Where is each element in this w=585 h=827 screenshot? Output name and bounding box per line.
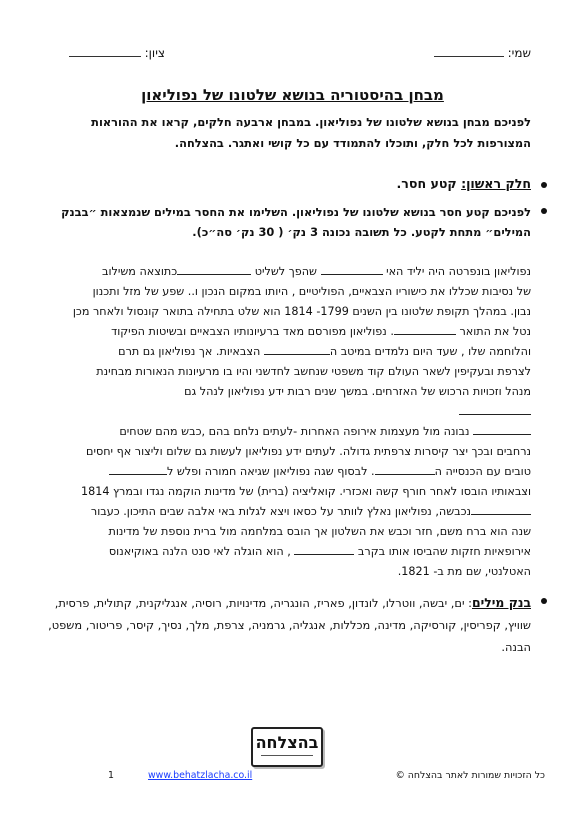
passage-line: נבונה מול מעצמות אירופה האחרות -לעתים נלחם בהם ,כבש מהם שטחים [49,422,531,442]
logo-text: בהצלחה [255,733,319,752]
page-number: 1 [108,770,114,781]
passage-line: טובים עם הכנסייה ה. לבסוף שגה נפוליאון שגיאה חמורה ופלש ל [49,462,531,482]
word-bank: בנק מילים: ים, יבשה, ווטרלו, לונדון, פאריז, הונגריה, מדינויות, רוסיה, אנגליקנית, קתולית, פרסית, שוויץ, קפריסין, קורסיקה, מדינה, מכללות, אנגליה, גרמניה, צרפת, מלך, נסיך, קיסר, פריטור, משפט, הבנה. [37,592,547,658]
bullet-icon [541,208,547,214]
passage-line: וצבאותיו הובסו לאחר חורף קשה ואכזרי. קואליציה (ברית) של מדינות הוקמה נגדו ובמרץ 1814 [80,485,531,498]
passage-line: אירופאיות חזקות שהביסו אותו בקרב , הוא הוגלה לאי סנט הלנה באוקיאנוס [108,545,531,558]
answer-blank[interactable] [177,264,251,275]
answer-blank[interactable] [375,464,435,475]
answer-blank[interactable] [473,424,531,435]
answer-blank[interactable] [459,404,531,415]
grade-blank[interactable] [69,44,141,57]
student-name-field[interactable] [434,44,531,60]
passage-line: נפוליאון בונפרטה היה יליד האי שהפך לשליט כתוצאה משילוב [102,265,531,278]
behatzlacha-logo [251,727,323,767]
part1-label: חלק ראשון: [461,176,531,191]
passage-line: שנה הוא ברח משם, חזר וכבש את השלטון אך הובס במלחמה מול ברית נוספת של מדינות [108,525,531,538]
answer-blank[interactable] [321,264,383,275]
passage-line: נבון. במהלך תקופת שלטונו בין השנים 1799- 1814 הוא שלט בתחילה בתואר קונסול ולאחר מכן [72,305,531,318]
logo-underline [261,755,313,760]
passage-line: נכבשה, נפוליאון נאלץ לוותר על כסאו ויצא לגלות באי אלבה שבים התיכון. כעבור [49,502,531,522]
passage [49,262,531,582]
answer-blank[interactable] [294,544,354,555]
passage-line: והלוחמה שלו , שעד היום נלמדים במיטב ה הצבאיות. אך נפוליאון גם תרם [118,345,531,358]
word-bank-words: ים, יבשה, ווטרלו, לונדון, פאריז, הונגריה, מדינויות, רוסיה, אנגליקנית, קתולית, פרסית, שוויץ, קפריסין, קורסיקה, מדינה, מכללות, אנגליה, גרמניה, צרפת, מלך, נסיך, קיסר, פריטור, משפט, הבנה. [48,596,531,654]
name-label: שמי: [507,46,531,60]
footer-website-link[interactable]: www.behatzlacha.co.il [148,770,253,781]
passage-line: לצרפת ובעקיפין לשאר העולם קוד משפטי שנחשב לחדשני והיו בו מרעיונות הנאורות מבחינת [96,365,531,378]
part1-heading [37,176,547,191]
intro-paragraph: לפניכם מבחן בנושא שלטונו של נפוליאון. במבחן ארבעה חלקים, קראו את ההוראות המצורפות לכל חלק, ותוכלו להתמודד עם כל קושי ואתגר. בהצלחה. [91,115,531,150]
passage-line: של נסיבות שכללו את כישוריו הצבאיים, הפוליטיים , היותו במקום הנכון ו.. שפע של מזל ותכנון [92,285,531,298]
answer-blank[interactable] [264,344,330,355]
instructions-text: לפניכם קטע חסר בנושא שלטונו של נפוליאון. השלימו את החסר במילים שנמצאות ״בבנק המילים״ מתחת לקטע. כל תשובה נכונה 3 נק׳ ( 30 נק׳ סה״כ). [61,205,531,239]
bullet-icon [541,182,547,188]
instructions [37,202,547,242]
passage-line: נטל את התואר . נפוליאון מפורסם מאד ברעיונותיו הצבאיים ובשיטות הפיקוד [111,325,531,338]
passage-line [49,402,531,422]
part1-title: קטע חסר. [396,176,462,191]
answer-blank[interactable] [394,324,456,335]
name-blank[interactable] [434,44,504,57]
page-title: מבחן בהיסטוריה בנושא שלטונו של נפוליאון [141,86,444,104]
passage-line: מנהל וזכויות הרכוש של האזרחים. במשך שנים רבות ידע נפוליאון לנהל גם [184,385,531,398]
grade-label: ציון: [144,46,165,60]
answer-blank[interactable] [109,464,167,475]
grade-field[interactable] [69,44,165,60]
word-bank-label: בנק מילים [472,595,531,610]
passage-line: האטלנטי, שם מת ב- 1821. [397,565,531,578]
bullet-icon [541,598,547,604]
answer-blank[interactable] [471,504,531,515]
footer-copyright: כל הזכויות שמורות לאתר בהצלחה © [395,770,545,781]
passage-line: נרחבים ובכך יצר קיסרות צרפתית גדולה. לעתים ידע נפוליאון לעשות גם שלום וליצור אף יחסים [86,445,531,458]
